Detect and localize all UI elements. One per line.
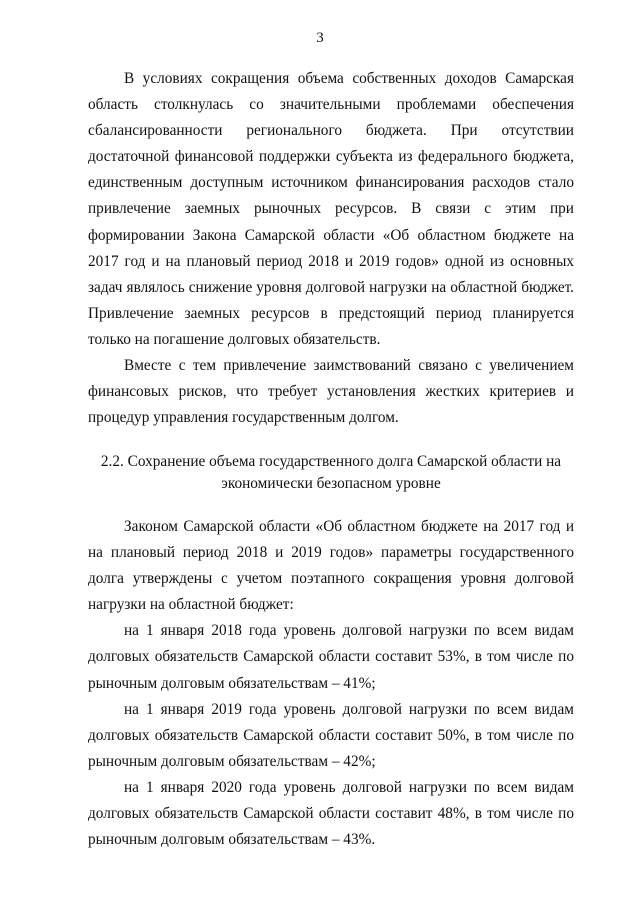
section-heading xyxy=(88,451,574,495)
paragraph-borrowing-risks: Вместе с тем привлечение заимствований связано с увеличением финансовых рисков, что требует установления жестких критериев и процедур управления государственным долгом. xyxy=(88,357,574,427)
section-heading-line-1: 2.2. Сохранение объема государственного долга Самарской области на xyxy=(100,453,562,470)
intro-text xyxy=(88,66,574,431)
paragraph-budget-problems: В условиях сокращения объема собственных доходов Самарская область столкнулась со значительными проблемами обеспечения сбалансированности регионального бюджета. При отсутствии достаточной финансовой поддержки субъекта из федерального бюджета, единственным доступным источником финансирования расходов стало привлечение заемных рыночных ресурсов. В связи с этим при формировании Закона Самарской области «Об областном бюджете на 2017 год и на плановый период 2018 и 2019 годов» одной из основных задач являлось снижение уровня долговой нагрузки на областной бюджет. Привлечение заемных ресурсов в предстоящий период планируется только на погашение долговых обязательств. xyxy=(88,70,574,348)
page-number: 3 xyxy=(316,30,324,46)
debt-parameters-text xyxy=(88,514,574,853)
list-item-2018: на 1 января 2018 года уровень долговой нагрузки по всем видам долговых обязательств Самарской области составит 53%, в том числе по рыночным долговым обязательствам – 41%; xyxy=(88,622,574,692)
list-item-2020: на 1 января 2020 года уровень долговой нагрузки по всем видам долговых обязательств Самарской области составит 48%, в том числе по рыночным долговым обязательствам – 43%. xyxy=(88,778,574,849)
list-item-2019: на 1 января 2019 года уровень долговой нагрузки по всем видам долговых обязательств Самарской области составит 50%, в том числе по рыночным долговым обязательствам – 42%; xyxy=(88,700,574,770)
paragraph-debt-law: Законом Самарской области «Об областном бюджете на 2017 год и на плановый период 2018 и 2019 годов» параметры государственного долга утверждены с учетом поэтапного сокращения уровня долговой нагрузки на областной бюджет: xyxy=(88,518,574,614)
section-heading-line-2: экономически безопасном уровне xyxy=(221,475,441,492)
